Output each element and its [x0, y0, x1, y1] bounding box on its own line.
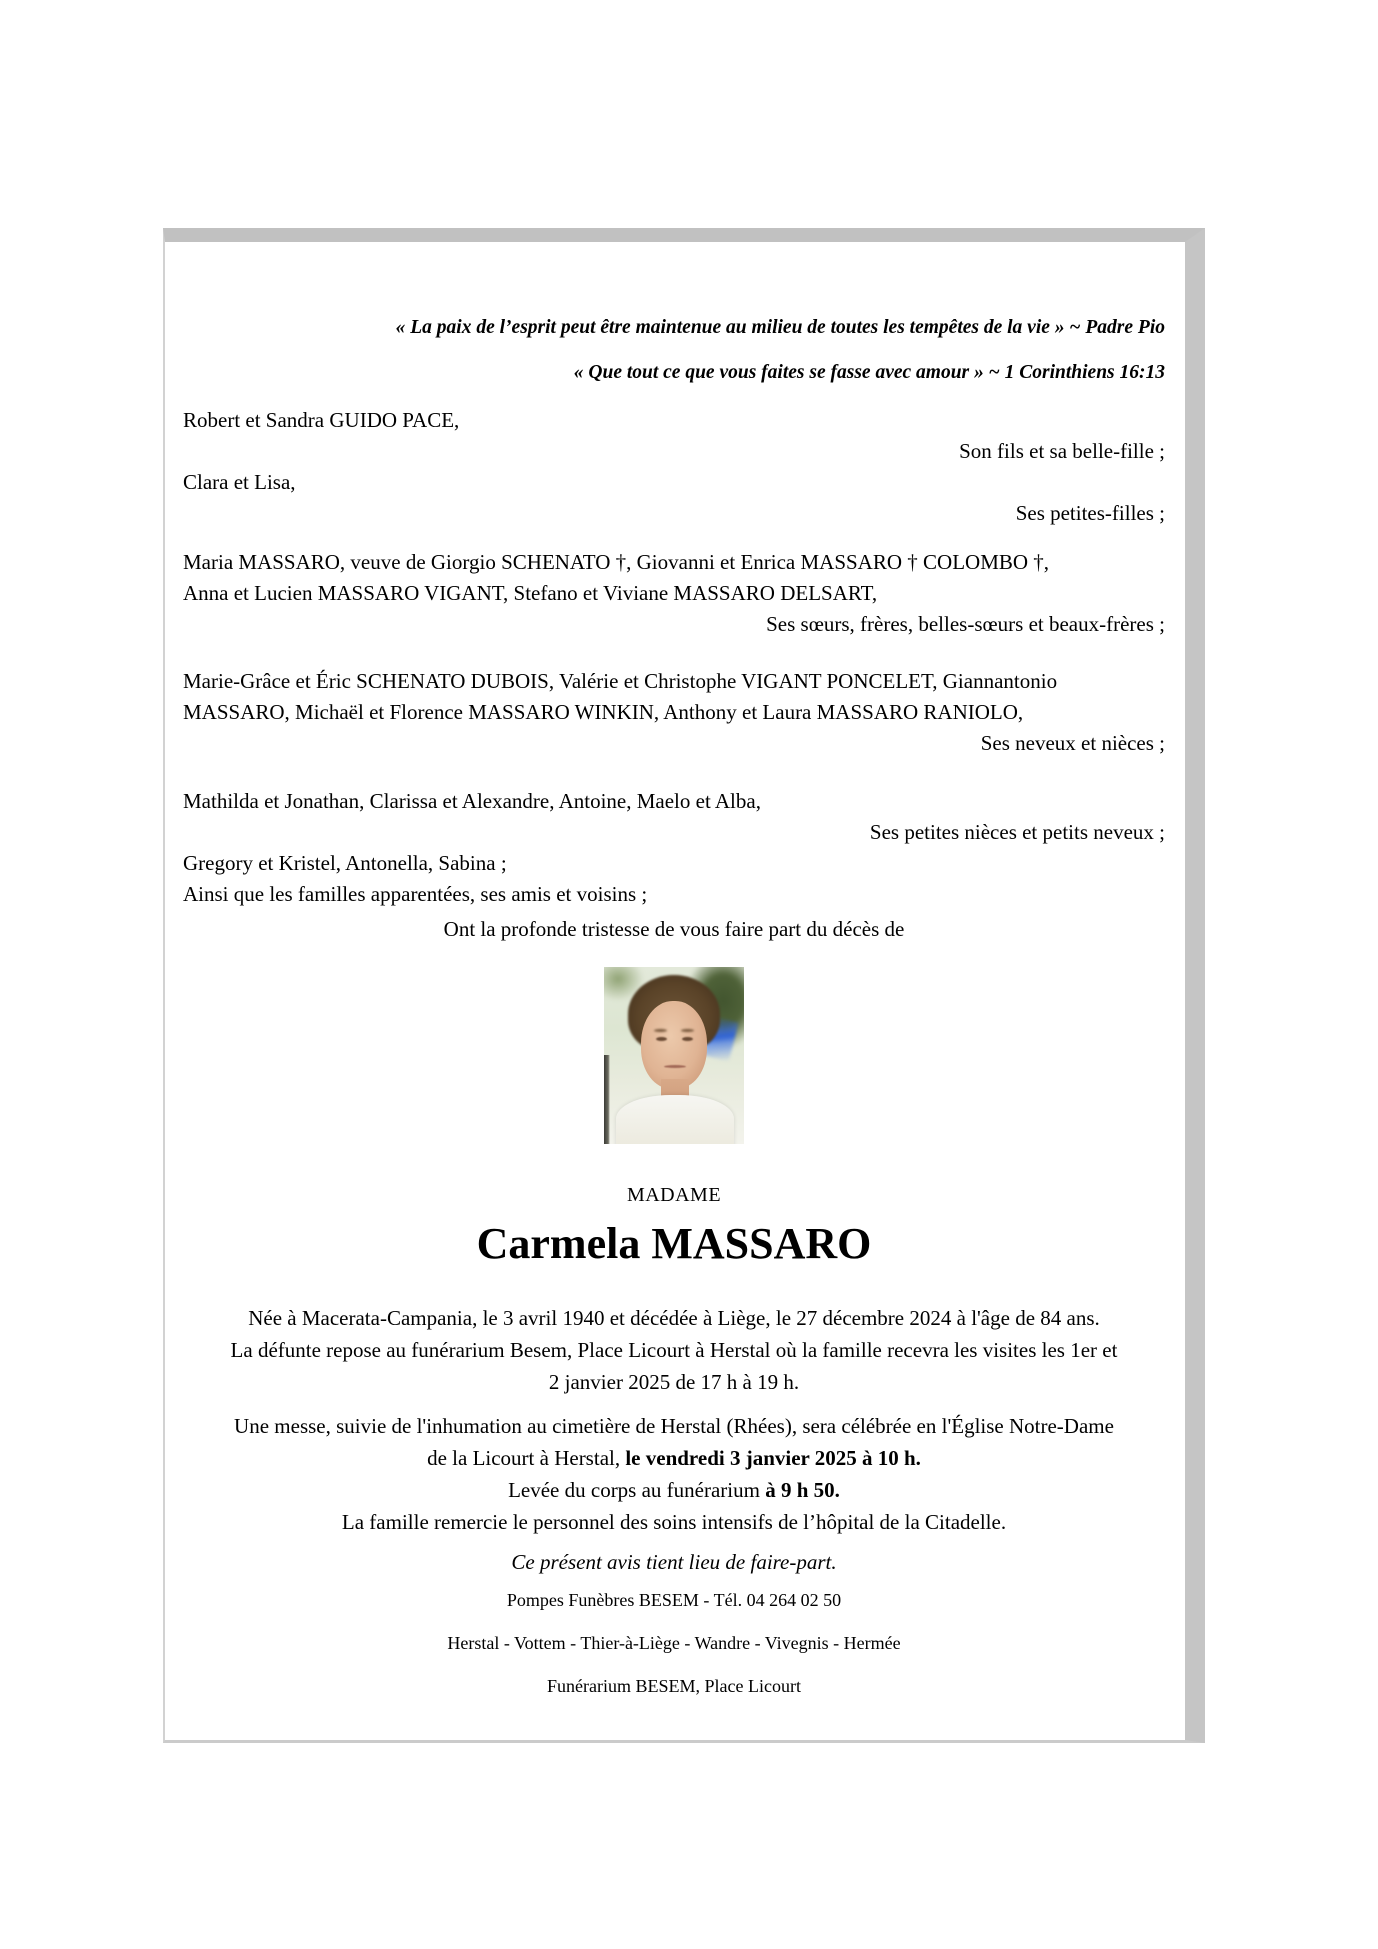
- honorific-title: MADAME: [626, 1184, 722, 1206]
- visits-line: 2 janvier 2025 de 17 h à 19 h.: [548, 1370, 800, 1394]
- deceased-name: Carmela MASSARO: [476, 1219, 872, 1268]
- family-relation-granddaughters: Ses petites-filles ;: [1015, 501, 1165, 525]
- family-line-granddaughters: Clara et Lisa,: [183, 470, 296, 494]
- obituary-content: [165, 242, 1185, 1740]
- family-line-nephews-2: MASSARO, Michaël et Florence MASSARO WINKIN, Anthony et Laura MASSARO RANIOLO,: [183, 700, 1024, 724]
- faire-part-notice: Ce présent avis tient lieu de faire-part.: [511, 1550, 837, 1574]
- family-line-siblings-1: Maria MASSARO, veuve de Giorgio SCHENATO †, Giovanni et Enrica MASSARO † COLOMBO †,: [183, 550, 1050, 574]
- levee-line: Levée du corps au funérarium à 9 h 50.: [508, 1478, 840, 1502]
- funeral-home-locations: Herstal - Vottem - Thier-à-Liège - Wandre - Vivegnis - Hermée: [447, 1633, 901, 1653]
- mass-line-1: Une messe, suivie de l'inhumation au cimetière de Herstal (Rhées), sera célébrée en l'Église Notre-Dame: [234, 1414, 1114, 1438]
- quote-corinthiens: « Que tout ce que vous faites se fasse avec amour » ~ 1 Corinthiens 16:13: [573, 362, 1165, 383]
- funeral-home-contact: Pompes Funèbres BESEM - Tél. 04 264 02 50: [506, 1590, 842, 1610]
- birth-death-line: Née à Macerata-Campania, le 3 avril 1940 et décédée à Liège, le 27 décembre 2024 à l'âge de 84 ans.: [248, 1306, 1100, 1330]
- photo-eyebrow-left: [654, 1029, 667, 1032]
- family-relation-nephews: Ses neveux et nièces ;: [980, 731, 1165, 755]
- funerarium-address: Funérarium BESEM, Place Licourt: [547, 1676, 801, 1696]
- announcement-line: Ont la profonde tristesse de vous faire part du décès de: [443, 917, 905, 941]
- photo-eye-left: [656, 1037, 667, 1041]
- photo-eyebrow-right: [681, 1029, 694, 1032]
- family-relation-siblings: Ses sœurs, frères, belles-sœurs et beaux-frères ;: [766, 612, 1165, 636]
- photo-face: [641, 1001, 707, 1089]
- deceased-portrait-photo: [604, 967, 744, 1144]
- family-line-gregory: Gregory et Kristel, Antonella, Sabina ;: [183, 851, 507, 875]
- family-relation-son: Son fils et sa belle-fille ;: [959, 439, 1165, 463]
- photo-mouth: [664, 1065, 686, 1068]
- family-line-siblings-2: Anna et Lucien MASSARO VIGANT, Stefano et Viviane MASSARO DELSART,: [183, 581, 878, 605]
- family-line-nephews-1: Marie-Grâce et Éric SCHENATO DUBOIS, Valérie et Christophe VIGANT PONCELET, Giannantonio: [183, 669, 1058, 693]
- repose-line: La défunte repose au funérarium Besem, Place Licourt à Herstal où la famille recevra les visites les 1er et: [230, 1338, 1118, 1362]
- birth-death-block: [183, 1302, 1165, 1398]
- mass-line-2: de la Licourt à Herstal, le vendredi 3 janvier 2025 à 10 h.: [427, 1446, 921, 1470]
- photo-eye-right: [682, 1037, 693, 1041]
- family-line-relatives: Ainsi que les familles apparentées, ses amis et voisins ;: [183, 882, 648, 906]
- thanks-line: La famille remercie le personnel des soins intensifs de l’hôpital de la Citadelle.: [341, 1510, 1007, 1534]
- funeral-block: [183, 1410, 1165, 1538]
- family-relation-grandnieces: Ses petites nièces et petits neveux ;: [869, 820, 1165, 844]
- family-line-son: Robert et Sandra GUIDO PACE,: [183, 408, 460, 432]
- quote-padre-pio: « La paix de l’esprit peut être maintenue au milieu de toutes les tempêtes de la vie » ~ Padre Pio: [395, 317, 1165, 338]
- obituary-page: [163, 228, 1205, 1743]
- photo-door-edge: [604, 1055, 610, 1144]
- family-line-grandnieces: Mathilda et Jonathan, Clarissa et Alexandre, Antoine, Maelo et Alba,: [183, 789, 761, 813]
- photo-shirt: [616, 1095, 734, 1144]
